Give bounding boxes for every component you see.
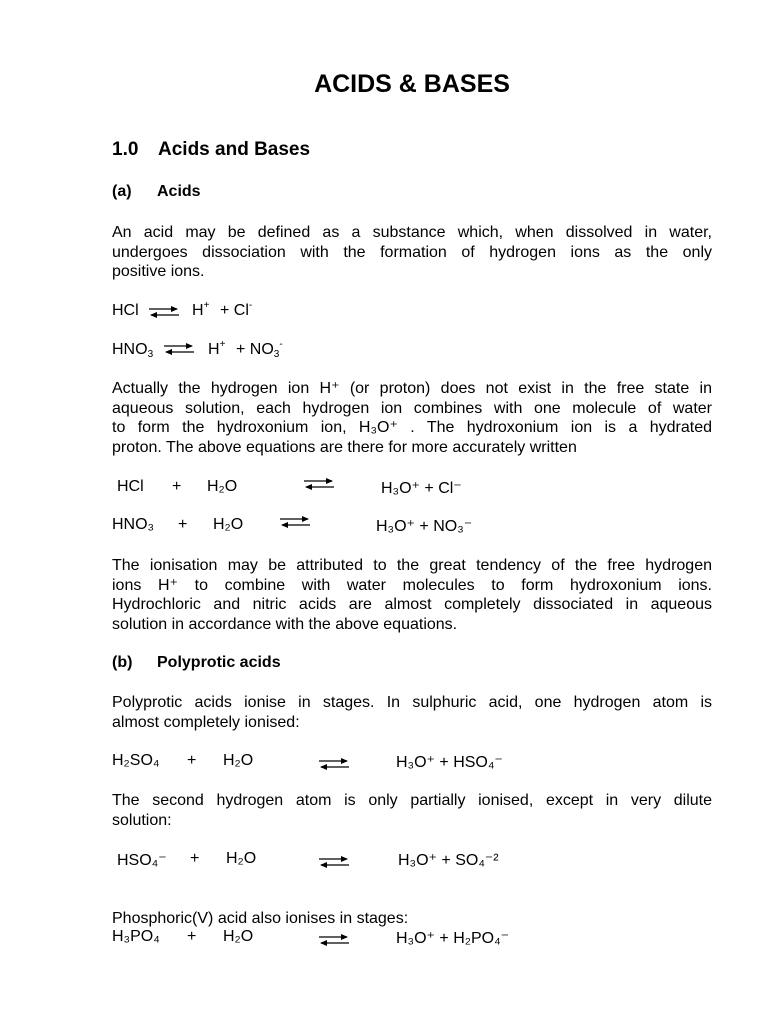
paragraph-line: The ionisation may be attributed to the great tendency of the free hydrogen (112, 557, 712, 574)
paragraph-line: ions H⁺ to combine with water molecules to form hydroxonium ions. (112, 576, 712, 594)
equation-hcl (112, 302, 712, 324)
equation-reactant: H₂O (223, 928, 254, 945)
equation-plus: + (190, 850, 200, 867)
paragraph-line: Hydrochloric and nitric acids are almost completely dissociated in aqueous (112, 596, 712, 614)
equation-plus: + (172, 478, 182, 495)
paragraph-line: Polyprotic acids ionise in stages. In sulphuric acid, one hydrogen atom is (112, 694, 712, 711)
equation-product: H₃O⁺ + H₂PO₄⁻ (396, 930, 510, 947)
equation-hno3-water (112, 516, 712, 538)
equation-product: + $NO_3^-$ (236, 339, 283, 360)
equation-plus: + (187, 928, 197, 945)
equation-reactant: H₂O (223, 752, 254, 769)
equation-reactant: HCl (117, 478, 144, 495)
paragraph-line: undergoes dissociation with the formation of hydrogen ions as the only (112, 243, 712, 261)
paragraph-polyprotic (112, 693, 712, 732)
equation-reactant: H₂O (226, 850, 257, 867)
paragraph-line: aqueous solution, each hydrogen ion combines with one molecule of water (112, 399, 712, 417)
equation-product: H₃O⁺ + HSO₄⁻ (396, 754, 503, 771)
subheading-label: Acids (157, 183, 201, 200)
paragraph-line: almost completely ionised: (112, 713, 300, 731)
equation-reactant: HSO₄⁻ (117, 852, 167, 869)
paragraph-line: Actually the hydrogen ion H⁺ (or proton) does not exist in the free state in (112, 380, 712, 397)
equation-product: H+ (192, 300, 210, 319)
equation-product: H₃O⁺ + SO₄⁻² (398, 852, 499, 869)
equation-product: H₃O⁺ + NO₃⁻ (376, 518, 473, 535)
paragraph-acid-definition (112, 223, 712, 282)
section-heading (112, 139, 310, 161)
subheading-polyprotic (112, 654, 281, 672)
paragraph-hydroxonium (112, 379, 712, 458)
equation-reactant: HCl (112, 302, 139, 319)
paragraph-line: proton. The above equations are there for more accurately written (112, 439, 577, 457)
paragraph-line: solution: (112, 811, 172, 829)
equilibrium-arrow-icon (147, 305, 181, 319)
equation-h3po4 (112, 928, 712, 950)
section-label: Acids and Bases (158, 139, 311, 160)
equation-reactant: HNO₃ (112, 516, 155, 533)
paragraph-line: solution in accordance with the above equations. (112, 616, 458, 634)
subheading-acids (112, 183, 201, 201)
equilibrium-arrow-icon (317, 933, 351, 947)
equation-reactant: $HNO_3$ (112, 341, 154, 360)
subheading-number: (b) (112, 654, 133, 671)
equation-reactant: H₂SO₄ (112, 752, 160, 769)
equation-plus: + (187, 752, 197, 769)
equilibrium-arrow-icon (317, 855, 351, 869)
equation-hno3 (112, 341, 712, 363)
equation-h2so4 (112, 752, 712, 774)
paragraph-second-hydrogen (112, 791, 712, 830)
equilibrium-arrow-icon (278, 515, 312, 529)
equation-product: H+ (208, 339, 226, 358)
paragraph-line: The second hydrogen atom is only partially ionised, except in very dilute (112, 792, 712, 809)
paragraph-line: Phosphoric(V) acid also ionises in stages: (112, 910, 409, 927)
paragraph-phosphoric (112, 909, 712, 929)
page-title: ACIDS & BASES (314, 70, 510, 98)
equilibrium-arrow-icon (302, 477, 336, 491)
equation-hcl-water (112, 478, 712, 500)
paragraph-line: to form the hydroxonium ion, H₃O⁺ . The hydroxonium ion is a hydrated (112, 419, 712, 437)
paragraph-ionisation (112, 556, 712, 635)
equation-reactant: H₂O (207, 478, 238, 495)
section-number: 1.0 (112, 139, 139, 160)
paragraph-line: positive ions. (112, 263, 205, 281)
equation-hso4 (112, 850, 712, 872)
equation-product: H₃O⁺ + Cl⁻ (381, 480, 462, 497)
subheading-label: Polyprotic acids (157, 654, 281, 671)
equation-product: + Cl- (220, 300, 253, 319)
equation-reactant: H₃PO₄ (112, 928, 160, 945)
equation-reactant: H₂O (213, 516, 244, 533)
paragraph-line: An acid may be defined as a substance which, when dissolved in water, (112, 224, 712, 241)
equilibrium-arrow-icon (162, 342, 196, 356)
subheading-number: (a) (112, 183, 132, 200)
equilibrium-arrow-icon (317, 757, 351, 771)
equation-plus: + (178, 516, 188, 533)
